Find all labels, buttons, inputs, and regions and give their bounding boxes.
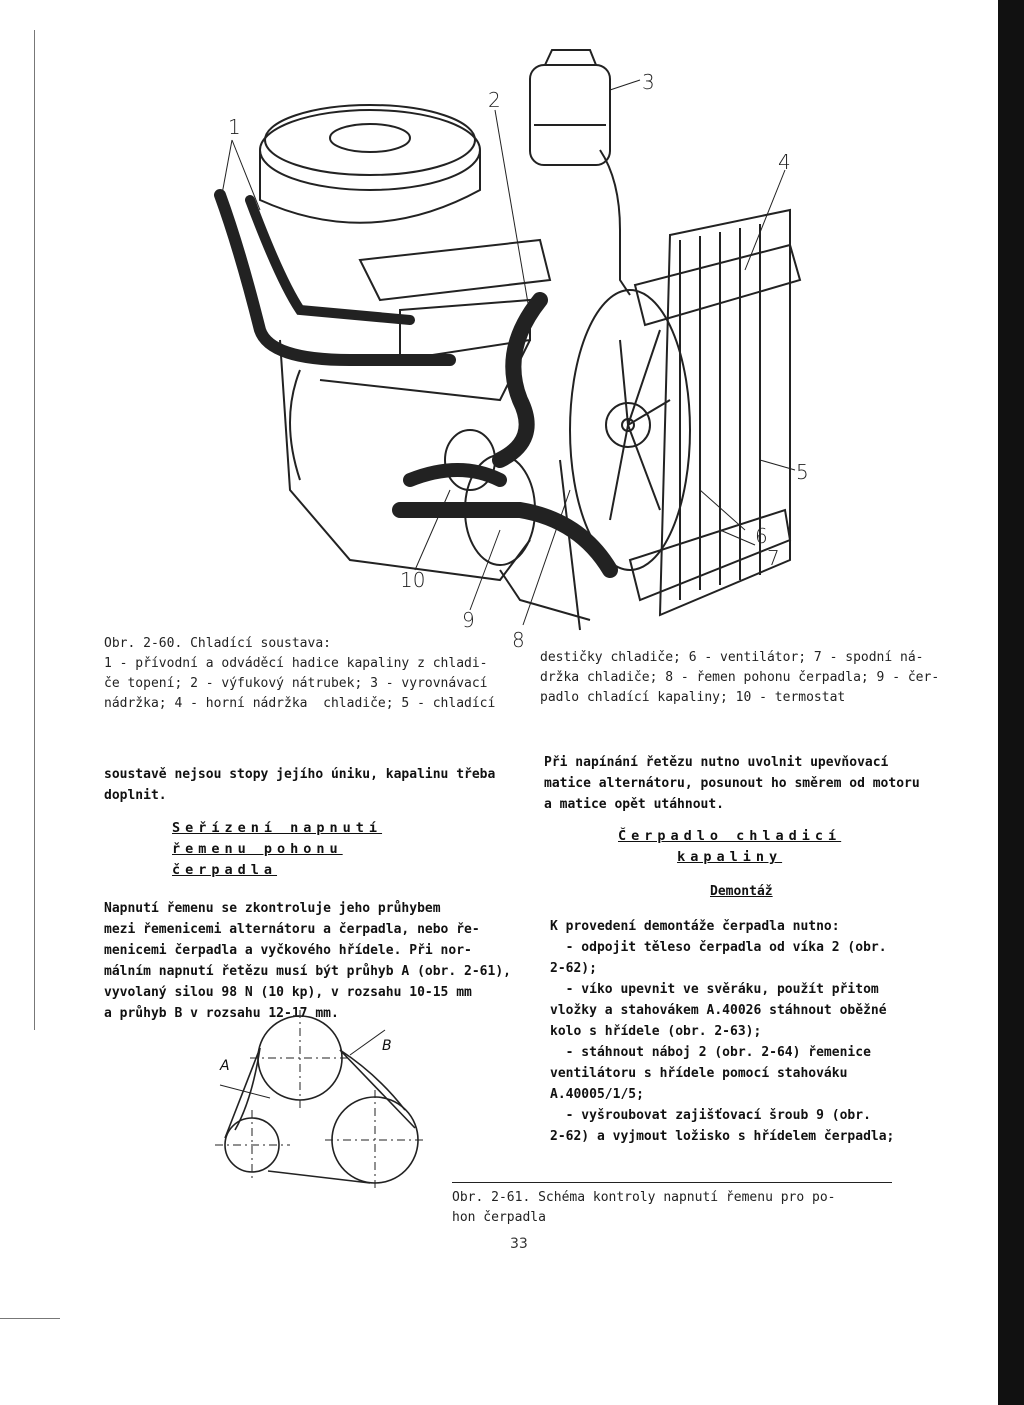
right-intro-text: Při napínání řetězu nutno uvolnit upevňovací matice alternátoru, posunout ho směrem od motoru a matice opět utáhnout.	[544, 755, 920, 812]
callout-8: 8	[512, 628, 525, 652]
engine-drawing	[200, 40, 840, 660]
figure-261-caption: Obr. 2-61. Schéma kontroly napnutí řemenu pro po- hon čerpadla	[452, 1190, 836, 1225]
callout-3: 3	[642, 70, 655, 94]
belt-tension-diagram	[210, 1010, 440, 1195]
callout-6: 6	[755, 524, 768, 548]
callout-10: 10	[400, 568, 426, 592]
belt-drawing	[210, 1010, 440, 1195]
belt-tension-heading: Seřízení napnutí řemenu pohonu čerpadla	[172, 820, 383, 878]
callout-5: 5	[796, 460, 809, 484]
disassembly-steps: K provedení demontáže čerpadla nutno: - odpojit těleso čerpadla od víka 2 (obr. 2-62); - víko upevnit ve svěráku, použít přitom vložky a stahovákem A.40026 stáhnout oběžné kolo s hřídele (obr. 2-63); - stáhnout náboj 2 (obr. 2-64) řemenice ventilátoru s hřídele pomocí stahováku A.40005/1/5; - vyšroubovat zajišťovací šroub 9 (obr. 2-62) a vyjmout ložisko s hřídelem čerpadla;	[550, 919, 895, 1144]
figure-260-caption-left: Obr. 2-60. Chladící soustava: 1 - přívodní a odváděcí hadice kapaliny z chladi- če topení; 2 - výfukový nátrubek; 3 - vyrovnávací nádržka; 4 - horní nádržka chladiče; 5 - chladící	[104, 636, 496, 711]
callout-4: 4	[778, 150, 791, 174]
page-number: 33	[510, 1236, 528, 1252]
deflection-a-label: A	[220, 1058, 230, 1074]
belt-tension-body: Napnutí řemenu se zkontroluje jeho průhybem mezi řemenicemi alternátoru a čerpadla, nebo ře- menicemi čerpadla a vyčkového hřídele. Při nor- málním napnutí řetězu musí být průhyb A (obr. 2-61), vyvolaný silou 98 N (10 kp), v rozsahu 10-15 mm a průhyb B v rozsahu 12-17 mm.	[104, 901, 511, 1021]
figure-260-caption-right: destičky chladiče; 6 - ventilátor; 7 - spodní ná- držka chladiče; 8 - řemen pohonu čerpadla; 9 - čer- padlo chladící kapaliny; 10 - termostat	[540, 650, 940, 705]
engine-cooling-illustration	[200, 40, 840, 660]
deflection-b-label: B	[382, 1038, 392, 1054]
scan-bottom-mark	[0, 1318, 60, 1319]
left-intro-text: soustavě nejsou stopy jejího úniku, kapalinu třeba doplnit.	[104, 767, 496, 803]
water-pump-heading: Čerpadlo chladicí kapaliny	[618, 828, 842, 865]
scan-margin-line	[34, 30, 35, 1030]
callout-2: 2	[488, 88, 501, 112]
callout-1: 1	[228, 115, 241, 139]
callout-9: 9	[462, 608, 475, 632]
callout-7: 7	[767, 546, 780, 570]
caption-rule	[452, 1182, 892, 1183]
disassembly-subheading: Demontáž	[710, 884, 773, 899]
scan-edge-bar	[998, 0, 1024, 1405]
